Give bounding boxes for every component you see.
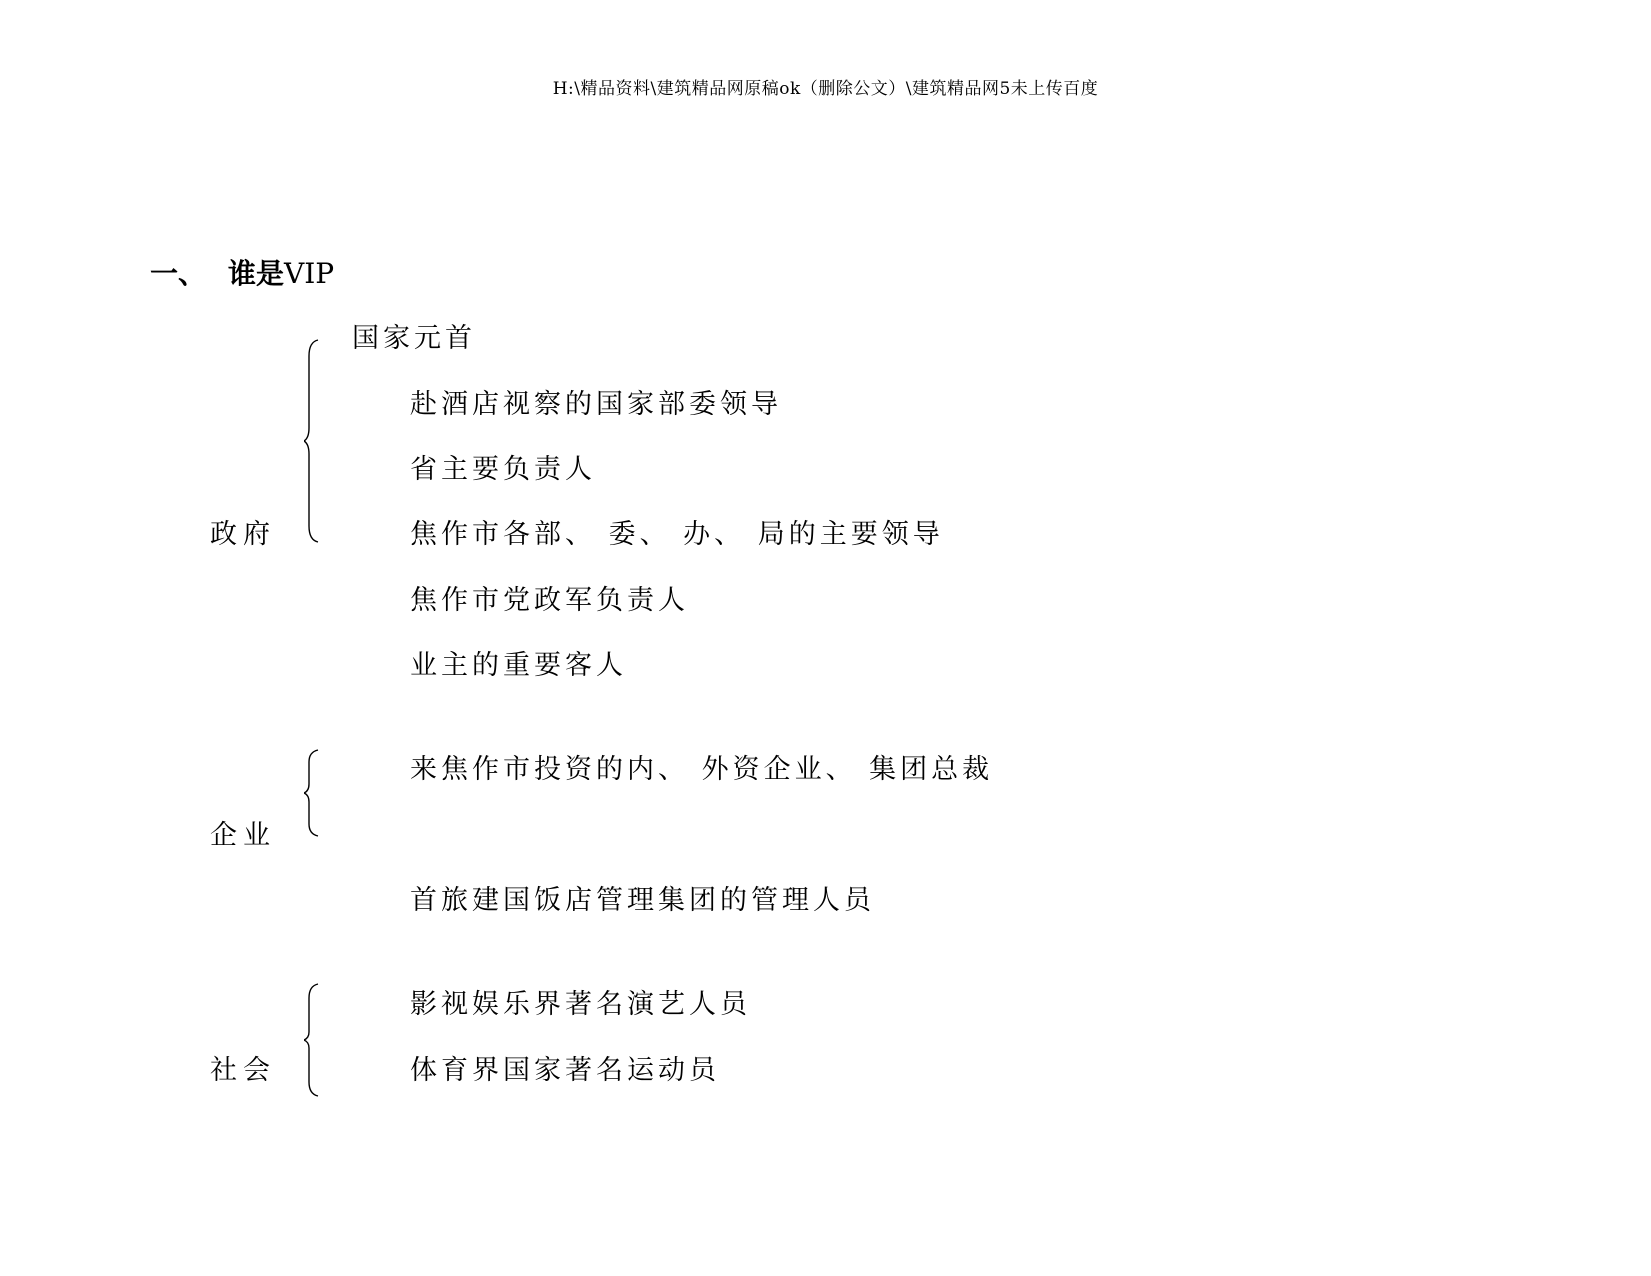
- government-item-2: 赴酒店视察的国家部委领导: [410, 389, 782, 420]
- government-item-5: 焦作市党政军负责人: [410, 585, 689, 616]
- section-number: 一、: [150, 257, 207, 290]
- government-item-3: 省主要负责人: [410, 454, 596, 485]
- society-item-2: 体育界国家著名运动员: [410, 1055, 720, 1086]
- document-path-header: H:\精品资料\建筑精品网原稿ok（删除公文）\建筑精品网5未上传百度: [552, 79, 1099, 99]
- section-title-vip: VIP: [284, 257, 335, 290]
- category-government: 政府: [210, 519, 276, 550]
- society-brace: [304, 982, 324, 1098]
- section-title-bold: 谁是: [228, 257, 285, 290]
- enterprise-brace: [304, 748, 324, 838]
- government-brace: [304, 338, 324, 544]
- category-society: 社会: [210, 1055, 276, 1086]
- enterprise-item-1: 来焦作市投资的内、 外资企业、 集团总裁: [410, 754, 994, 785]
- enterprise-item-2: 首旅建国饭店管理集团的管理人员: [410, 885, 875, 916]
- section-heading: [150, 252, 334, 292]
- society-item-1: 影视娱乐界著名演艺人员: [410, 989, 751, 1020]
- government-item-6: 业主的重要客人: [410, 650, 627, 681]
- government-item-4: 焦作市各部、 委、 办、 局的主要领导: [410, 519, 944, 550]
- category-enterprise: 企业: [210, 820, 276, 851]
- government-item-1: 国家元首: [352, 323, 476, 354]
